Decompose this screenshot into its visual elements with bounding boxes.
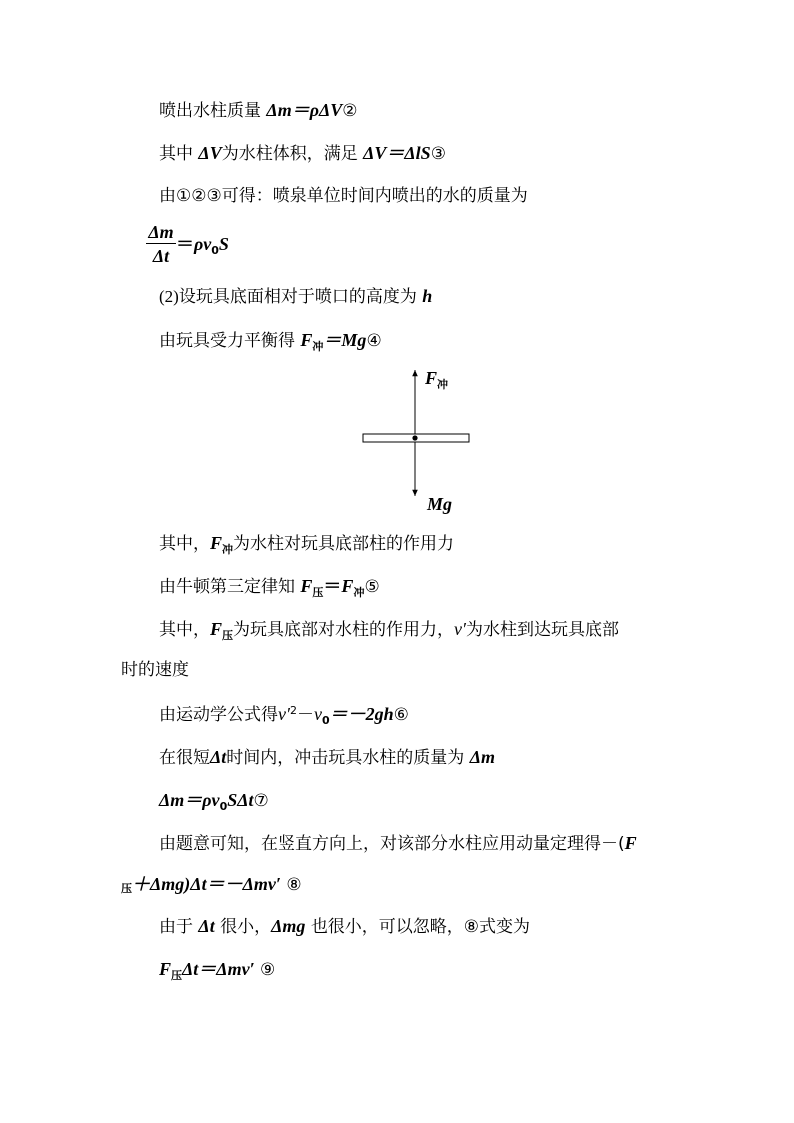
equation-number: ②: [342, 101, 358, 121]
text: 其中: [159, 144, 193, 164]
equation-number: ⑤: [364, 577, 380, 597]
fraction-bar: [146, 243, 176, 244]
symbol: F: [300, 330, 313, 350]
symbol: Δmg: [271, 916, 306, 936]
line-mass-of-water: [159, 98, 358, 123]
text: 为玩具底部对水柱的作用力，: [233, 620, 455, 640]
equation: SΔt: [227, 790, 254, 810]
force-label-up: F: [425, 368, 438, 388]
force-label-down: Mg: [427, 494, 453, 514]
text: 时间内，冲击玩具水柱的质量为: [226, 748, 465, 768]
denominator: Δt: [152, 246, 170, 266]
subscript: 0: [321, 714, 330, 727]
numerator: Δm: [148, 222, 174, 242]
superscript: 2: [289, 704, 297, 717]
subscript: 压: [222, 629, 234, 642]
force-label-up-sub: 冲: [437, 378, 448, 391]
line-final-equation: [159, 957, 275, 984]
symbol: v: [313, 704, 322, 724]
equation-number: ⑦: [253, 791, 269, 811]
symbol: ΔV: [198, 143, 222, 163]
symbol: Δm: [469, 747, 495, 767]
equation: ΔV＝ΔlS: [363, 143, 431, 163]
equals: ＝: [323, 576, 342, 596]
text: 由玩具受力平衡得: [159, 331, 295, 351]
equation: Δm＝ρΔV: [266, 100, 343, 120]
symbol: ρv: [194, 234, 212, 254]
text: 在很短: [159, 748, 210, 768]
line-velocity-continuation: [121, 658, 189, 682]
fraction-dm-dt: [146, 222, 176, 266]
equation: ＝－2gh: [329, 704, 394, 724]
equation-number: ⑧: [286, 875, 302, 895]
symbol: F: [341, 576, 354, 596]
fraction-rhs: [176, 232, 229, 259]
equals: ＝: [176, 234, 194, 254]
text: 为水柱对玩具底部柱的作用力: [233, 534, 455, 554]
line-mass-equation: [159, 788, 269, 815]
line-approximation: [159, 914, 530, 939]
symbol: F: [624, 833, 637, 853]
line-newton-third-law: [159, 574, 380, 601]
symbol: F: [210, 533, 223, 553]
symbol: S: [218, 234, 229, 254]
symbol: v′: [278, 704, 290, 724]
force-diagram: [355, 362, 480, 517]
text: 由运动学公式得: [159, 705, 278, 725]
subscript: 压: [312, 586, 324, 599]
center-point: [412, 435, 417, 440]
line-f-ya-definition: [159, 617, 619, 644]
symbol: F: [159, 959, 172, 979]
symbol: Δt: [210, 747, 227, 767]
line-f-chong-definition: [159, 531, 454, 558]
text: 为水柱体积，满足: [221, 144, 358, 164]
subscript: 压: [121, 882, 132, 895]
equation-number: ⑥: [393, 705, 409, 725]
text: 设玩具底面相对于喷口的高度为: [178, 287, 417, 307]
text: 也很小，可以忽略，⑧式变为: [310, 917, 531, 937]
equation-number: ③: [430, 144, 446, 164]
line-force-balance: [159, 328, 382, 355]
text: 由①②③可得：喷泉单位时间内喷出的水的质量为: [159, 186, 528, 206]
symbol: F: [210, 619, 223, 639]
part-number: (2): [159, 287, 179, 306]
subscript: 冲: [312, 340, 324, 353]
text: 为水柱到达玩具底部: [465, 620, 619, 640]
equation: ＝Mg: [323, 330, 367, 350]
line-conclusion-intro: [159, 184, 528, 208]
text: 由于: [159, 917, 193, 937]
equation: ＋Δmg)Δt＝－Δmv′: [132, 874, 281, 894]
subscript: 冲: [353, 586, 365, 599]
subscript: 压: [171, 969, 183, 982]
line-short-time: [159, 745, 495, 770]
line-momentum-equation: [121, 872, 302, 899]
minus: －: [296, 705, 314, 725]
text: 其中，: [159, 620, 210, 640]
text: 其中，: [159, 534, 210, 554]
text: 很小，: [220, 917, 272, 937]
text: 由牛顿第三定律知: [159, 577, 295, 597]
subscript: 冲: [222, 543, 234, 556]
symbol: Δt: [198, 916, 215, 936]
text: 喷出水柱质量: [159, 101, 261, 121]
line-kinematics: [159, 702, 409, 729]
line-momentum-theorem: [159, 831, 637, 856]
equation: Δt＝Δmv′: [182, 959, 255, 979]
equation-number: ④: [366, 331, 382, 351]
subscript: 0: [219, 800, 228, 813]
equation: Δm＝ρv: [159, 790, 220, 810]
symbol: F: [300, 576, 313, 596]
subscript: 0: [211, 244, 219, 257]
text: 由题意可知，在竖直方向上，对该部分水柱应用动量定理得－(: [159, 834, 625, 854]
symbol: v′: [454, 619, 466, 639]
line-volume: [159, 141, 446, 166]
symbol: h: [422, 286, 433, 306]
equation-number: ⑨: [260, 960, 276, 980]
text: 时的速度: [121, 660, 189, 680]
line-part2: [159, 284, 432, 309]
